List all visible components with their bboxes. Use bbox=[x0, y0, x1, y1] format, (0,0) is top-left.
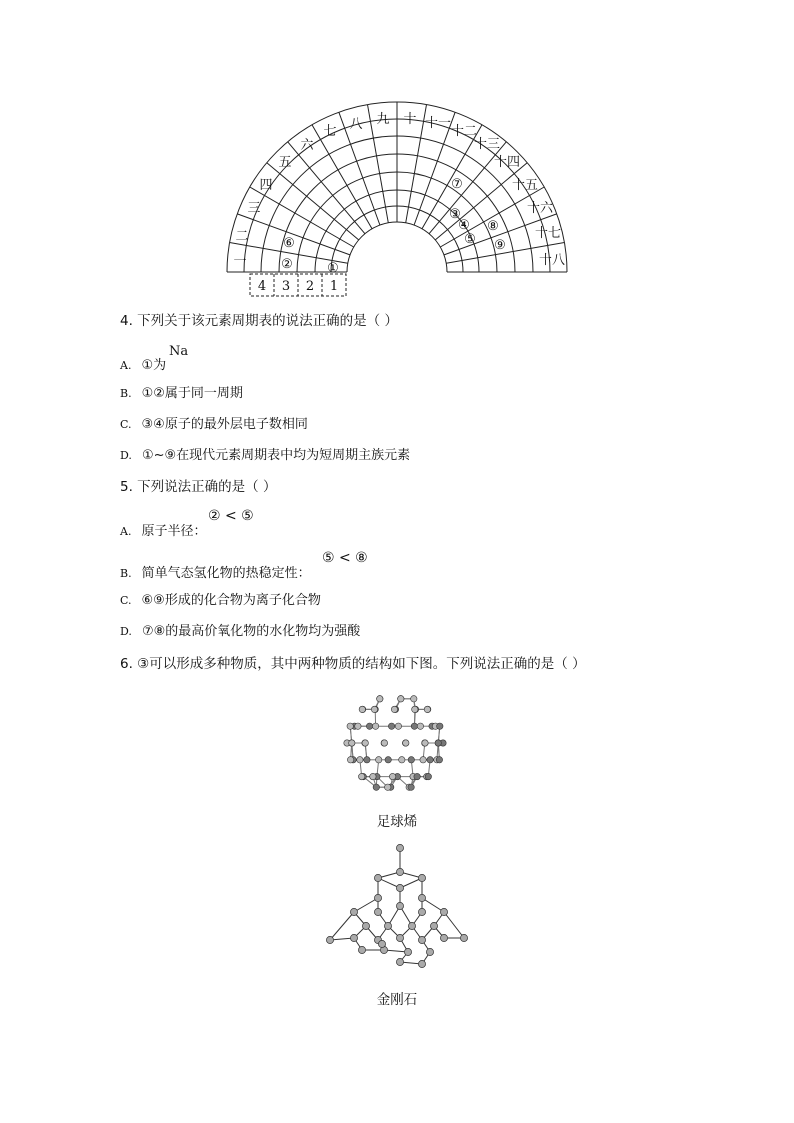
shell-label-4: 4 bbox=[257, 279, 267, 294]
fan-periodic-table bbox=[0, 0, 794, 320]
q4-option-a[interactable] bbox=[120, 357, 166, 375]
formula-radius: ② < ⑤ bbox=[208, 508, 254, 524]
group-label-9: 九 bbox=[376, 112, 390, 127]
marker-5: ⑤ bbox=[464, 232, 476, 247]
shell-label-2: 2 bbox=[305, 279, 315, 294]
marker-1: ① bbox=[327, 261, 339, 276]
fullerene-caption: 足球烯 bbox=[376, 814, 418, 830]
group-label-14: 十四 bbox=[493, 155, 521, 170]
diamond-caption: 金刚石 bbox=[376, 992, 418, 1008]
marker-8: ⑧ bbox=[487, 219, 499, 234]
marker-4: ④ bbox=[458, 218, 470, 233]
period-label-4: 四 bbox=[259, 178, 273, 193]
option-letter: B. bbox=[120, 567, 132, 580]
option-text: ①②属于同一周期 bbox=[141, 386, 243, 401]
marker-2: ② bbox=[281, 257, 293, 272]
option-text: ①~⑨在现代元素周期表中均为短周期主族元素 bbox=[141, 448, 411, 463]
q5-option-c[interactable] bbox=[120, 592, 321, 610]
group-label-10: 十 bbox=[403, 112, 417, 127]
option-letter: A. bbox=[120, 359, 132, 372]
group-label-12: 十二 bbox=[450, 124, 478, 139]
option-text: ①为 bbox=[141, 358, 167, 373]
option-letter: D. bbox=[120, 625, 132, 638]
shell-label-1: 1 bbox=[329, 279, 339, 294]
option-text: ③④原子的最外层电子数相同 bbox=[141, 417, 308, 432]
q5-stem: 5. 下列说法正确的是（ ） bbox=[120, 479, 277, 495]
option-letter: C. bbox=[120, 418, 132, 431]
diamond-illustration bbox=[322, 840, 472, 975]
shell-label-3: 3 bbox=[281, 279, 291, 294]
q6-stem: 6. ③可以形成多种物质，其中两种物质的结构如下图。下列说法正确的是（ ） bbox=[120, 656, 586, 672]
option-letter: B. bbox=[120, 387, 132, 400]
option-text: 原子半径： bbox=[141, 524, 207, 539]
q4-stem: 4. 下列关于该元素周期表的说法正确的是（ ） bbox=[120, 313, 398, 329]
option-letter: A. bbox=[120, 525, 132, 538]
period-label-6: 六 bbox=[300, 138, 314, 153]
group-label-8: 八 bbox=[349, 117, 363, 132]
group-label-16: 十六 bbox=[526, 201, 554, 216]
group-label-18: 十八 bbox=[538, 253, 566, 268]
marker-3: ③ bbox=[449, 207, 461, 222]
marker-9: ⑨ bbox=[494, 238, 506, 253]
marker-7: ⑦ bbox=[451, 177, 463, 192]
fullerene-illustration bbox=[340, 688, 450, 798]
option-letter: C. bbox=[120, 594, 132, 607]
period-label-2: 二 bbox=[235, 229, 249, 244]
option-text: ⑦⑧的最高价氧化物的水化物均为强酸 bbox=[141, 624, 361, 639]
formula-na: Na bbox=[169, 344, 189, 359]
group-label-15: 十五 bbox=[511, 178, 539, 193]
q4-option-c[interactable] bbox=[120, 416, 308, 434]
group-label-11: 十一 bbox=[424, 116, 452, 131]
period-label-7: 七 bbox=[323, 124, 337, 139]
formula-stability: ⑤ < ⑧ bbox=[322, 550, 368, 566]
option-text: ⑥⑨形成的化合物为离子化合物 bbox=[141, 593, 321, 608]
period-label-3: 三 bbox=[247, 201, 261, 216]
q5-option-a[interactable] bbox=[120, 523, 206, 541]
q4-option-b[interactable] bbox=[120, 385, 243, 403]
option-letter: D. bbox=[120, 449, 132, 462]
q5-option-d[interactable] bbox=[120, 623, 360, 641]
period-label-1: 一 bbox=[233, 254, 247, 269]
option-text: 简单气态氢化物的热稳定性： bbox=[141, 566, 311, 581]
group-label-17: 十七 bbox=[534, 226, 562, 241]
q4-option-d[interactable] bbox=[120, 447, 410, 465]
marker-6: ⑥ bbox=[283, 236, 295, 251]
group-label-13: 十三 bbox=[473, 137, 501, 152]
period-label-5: 五 bbox=[278, 155, 292, 170]
q5-option-b[interactable] bbox=[120, 565, 311, 583]
